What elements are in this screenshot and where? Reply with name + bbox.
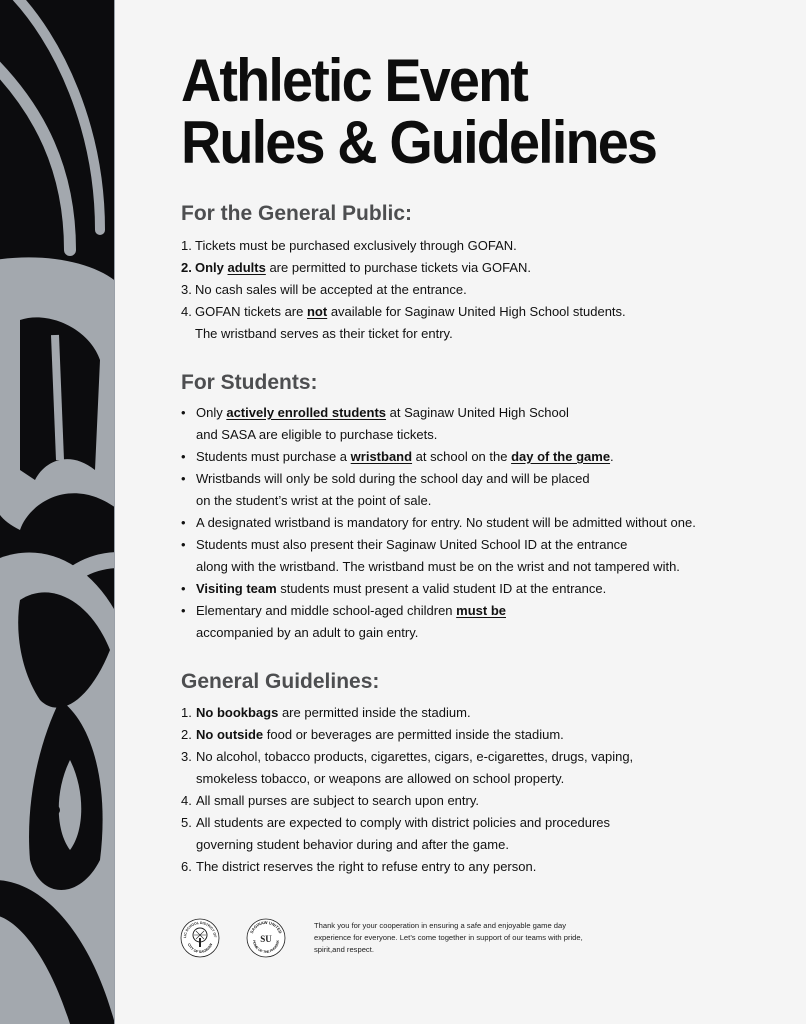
list-item-continuation bbox=[181, 768, 633, 790]
item-text: All students are expected to comply with district policies and procedures bbox=[196, 815, 611, 830]
list-item bbox=[181, 600, 696, 622]
saginaw-united-logo bbox=[246, 918, 286, 958]
item-text: along with the wristband. The wristband must be on the wrist and not tampered with. bbox=[196, 559, 680, 574]
item-text: A designated wristband is mandatory for entry. No student will be admitted without one. bbox=[196, 515, 696, 530]
list-item bbox=[181, 402, 696, 424]
item-number: 2. bbox=[181, 260, 192, 275]
item-text-underlined: not bbox=[306, 304, 328, 319]
decorative-sidebar bbox=[0, 0, 115, 1024]
list-item bbox=[181, 534, 696, 556]
item-text-underlined: adults bbox=[227, 260, 266, 275]
list-item bbox=[181, 856, 633, 878]
svg-text:SAGINAW UNITED: SAGINAW UNITED bbox=[248, 919, 284, 935]
item-text-bold: No outside bbox=[196, 727, 264, 742]
item-text: Tickets must be purchased exclusively through GOFAN. bbox=[195, 238, 517, 253]
item-text: The district reserves the right to refuse entry to any person. bbox=[196, 859, 537, 874]
list-item-continuation bbox=[181, 834, 633, 856]
item-text-underlined: must be bbox=[456, 603, 506, 618]
svg-text:HOME OF THE PHOENIX: HOME OF THE PHOENIX bbox=[251, 939, 281, 955]
item-number: 1. bbox=[181, 705, 192, 720]
item-text: Students must purchase a bbox=[196, 449, 351, 464]
item-text: Wristbands will only be sold during the school day and will be placed bbox=[196, 471, 590, 486]
item-number: 3. bbox=[181, 749, 192, 764]
item-text: Elementary and middle school-aged children bbox=[196, 603, 457, 618]
item-text: GOFAN tickets are bbox=[195, 304, 307, 319]
list-item-continuation bbox=[181, 323, 626, 345]
item-text-bold: Only bbox=[195, 260, 224, 275]
list-item bbox=[181, 790, 633, 812]
title-line-1: Athletic Event bbox=[181, 47, 528, 114]
item-number: 6. bbox=[181, 859, 192, 874]
item-number: 1. bbox=[181, 238, 192, 253]
item-text: . bbox=[610, 449, 614, 464]
item-text: governing student behavior during and after the game. bbox=[196, 837, 509, 852]
item-number: 3. bbox=[181, 282, 192, 297]
item-number: 4. bbox=[181, 793, 192, 808]
item-text: No cash sales will be accepted at the entrance. bbox=[195, 282, 467, 297]
list-item bbox=[181, 446, 696, 468]
list-item bbox=[181, 512, 696, 534]
svg-text:PUBLIC SCHOOL DISTRICT OF THE: LIC SCHOOL DISTRICT OF bbox=[182, 920, 218, 939]
item-text-bold: No bookbags bbox=[196, 705, 279, 720]
item-text-underlined: actively enrolled students bbox=[226, 405, 387, 420]
list-item bbox=[181, 746, 633, 768]
item-text: Students must also present their Saginaw United School ID at the entrance bbox=[196, 537, 628, 552]
svg-text:CITY OF SAGINAW: CITY OF SAGINAW bbox=[186, 942, 214, 955]
list-item bbox=[181, 578, 696, 600]
list-item bbox=[181, 724, 633, 746]
item-text-underlined: day of the game bbox=[511, 449, 611, 464]
item-text: The wristband serves as their ticket for entry. bbox=[195, 326, 453, 341]
svg-text:SU: SU bbox=[260, 934, 272, 944]
list-item bbox=[181, 279, 626, 301]
district-seal-logo bbox=[180, 918, 220, 958]
list-item bbox=[181, 468, 696, 490]
list-item-continuation bbox=[181, 556, 696, 578]
list-item bbox=[181, 812, 633, 834]
item-text: students must present a valid student ID at the entrance. bbox=[276, 581, 607, 596]
title-line-2: Rules & Guidelines bbox=[181, 109, 657, 176]
sidebar-edge-line bbox=[114, 0, 115, 1024]
list-item bbox=[181, 257, 626, 279]
item-text: accompanied by an adult to gain entry. bbox=[196, 625, 419, 640]
page-title bbox=[181, 47, 657, 176]
item-number: 4. bbox=[181, 304, 192, 319]
item-text: available for Saginaw United High School students. bbox=[327, 304, 626, 319]
item-text: at school on the bbox=[412, 449, 512, 464]
list-item bbox=[181, 235, 626, 257]
list-item bbox=[181, 702, 633, 724]
footer bbox=[180, 918, 600, 966]
item-text: and SASA are eligible to purchase tickets. bbox=[196, 427, 438, 442]
phoenix-graphic bbox=[0, 0, 115, 1024]
list-item-continuation bbox=[181, 424, 696, 446]
list-item-continuation bbox=[181, 490, 696, 512]
item-text-underlined: wristband bbox=[350, 449, 413, 464]
students-list bbox=[181, 402, 696, 644]
footer-thank-you-text: Thank you for your cooperation in ensuring a safe and enjoyable game day experience for everyone. Let’s come together in support of our teams with pride, spirit,and respect. bbox=[314, 921, 583, 954]
section-heading-students: For Students: bbox=[181, 371, 318, 394]
item-text: Only bbox=[196, 405, 227, 420]
item-number: 5. bbox=[181, 815, 192, 830]
general-guidelines-list bbox=[181, 702, 633, 878]
item-text: are permitted inside the stadium. bbox=[278, 705, 471, 720]
item-text: on the student’s wrist at the point of sale. bbox=[196, 493, 432, 508]
general-public-list bbox=[181, 235, 626, 345]
item-number: 2. bbox=[181, 727, 192, 742]
section-heading-general-guidelines: General Guidelines: bbox=[181, 670, 380, 693]
item-text: No alcohol, tobacco products, cigarettes, cigars, e-cigarettes, drugs, vaping, bbox=[196, 749, 634, 764]
list-item bbox=[181, 301, 626, 323]
item-text-bold: Visiting team bbox=[196, 581, 277, 596]
section-heading-general-public: For the General Public: bbox=[181, 202, 413, 225]
item-text: smokeless tobacco, or weapons are allowed on school property. bbox=[196, 771, 565, 786]
item-text: are permitted to purchase tickets via GOFAN. bbox=[265, 260, 531, 275]
list-item-continuation bbox=[181, 622, 696, 644]
item-text: food or beverages are permitted inside the stadium. bbox=[263, 727, 564, 742]
item-text: All small purses are subject to search upon entry. bbox=[196, 793, 480, 808]
item-text: at Saginaw United High School bbox=[386, 405, 569, 420]
